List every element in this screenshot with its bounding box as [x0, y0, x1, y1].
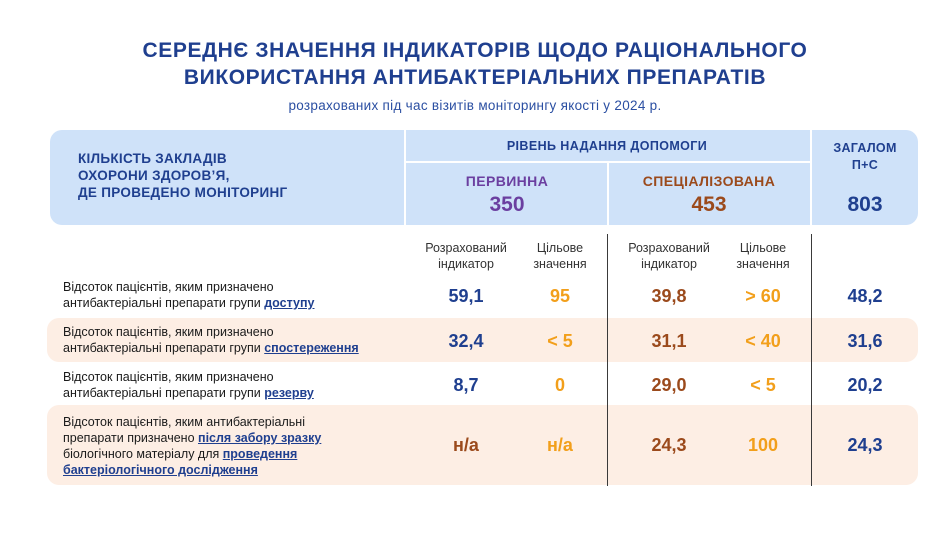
cell-specialized-calc: 24,3 — [651, 435, 687, 455]
cell-total: 48,2 — [847, 286, 883, 306]
total-label: ЗАГАЛОМ П+С — [833, 141, 897, 172]
cell-total: 31,6 — [847, 331, 883, 351]
cell-primary-calc: 8,7 — [453, 375, 479, 395]
page-title-line2: ВИКОРИСТАННЯ АНТИБАКТЕРІАЛЬНИХ ПРЕПАРАТІВ — [183, 66, 767, 89]
facilities-count-label: КІЛЬКІСТЬ ЗАКЛАДІВ ОХОРОНИ ЗДОРОВ’Я, ДЕ ПРОВЕДЕНО МОНІТОРИНГ — [78, 151, 288, 200]
primary-care-label: ПЕРВИННА — [465, 173, 549, 189]
specialized-calc-subheader: Розрахований індикатор — [628, 241, 710, 271]
cell-specialized-target: 100 — [747, 435, 779, 455]
cell-primary-target: 95 — [549, 286, 571, 306]
cell-specialized-target: < 40 — [745, 331, 781, 351]
cell-specialized-target: > 60 — [745, 286, 781, 306]
specialized-care-label: СПЕЦІАЛІЗОВАНА — [642, 173, 776, 189]
cell-specialized-calc: 39,8 — [651, 286, 687, 306]
cell-specialized-target: < 5 — [750, 375, 776, 395]
cell-primary-target: 0 — [554, 375, 565, 395]
cell-specialized-calc: 29,0 — [651, 375, 687, 395]
care-level-label: РІВЕНЬ НАДАННЯ ДОПОМОГИ — [506, 139, 708, 153]
total-count: 803 — [847, 193, 883, 216]
cell-specialized-calc: 31,1 — [651, 331, 687, 351]
cell-total: 20,2 — [847, 375, 883, 395]
primary-calc-subheader: Розрахований індикатор — [425, 241, 507, 271]
page-title-line1: СЕРЕДНЄ ЗНАЧЕННЯ ІНДИКАТОРІВ ЩОДО РАЦІОНАЛЬНОГО — [142, 39, 808, 62]
cell-primary-target: н/а — [547, 435, 573, 455]
row-label-access: Відсоток пацієнтів, яким призначено антибактеріальні препарати групи доступу — [63, 280, 315, 310]
specialized-target-subheader: Цільове значення — [736, 241, 790, 271]
cell-total: 24,3 — [847, 435, 883, 455]
primary-care-count: 350 — [489, 193, 525, 216]
cell-primary-target: < 5 — [547, 331, 573, 351]
cell-primary-calc: 59,1 — [448, 286, 484, 306]
row-label-reserve: Відсоток пацієнтів, яким призначено антибактеріальні препарати групи резерву — [63, 370, 314, 400]
primary-target-subheader: Цільове значення — [533, 241, 587, 271]
specialized-care-count: 453 — [691, 193, 727, 216]
page-subtitle: розрахованих під час візитів моніторингу якості у 2024 р. — [288, 98, 662, 113]
cell-primary-calc: 32,4 — [448, 331, 484, 351]
row-label-watch: Відсоток пацієнтів, яким призначено антибактеріальні препарати групи спостереження — [63, 325, 359, 355]
header-divider — [404, 161, 812, 163]
cell-primary-calc: н/а — [453, 435, 479, 455]
row-label-sampling: Відсоток пацієнтів, яким антибактеріальні препарати призначено після забору зразку біологічного матеріалу для проведення бактеріологічного дослідження — [63, 415, 322, 477]
